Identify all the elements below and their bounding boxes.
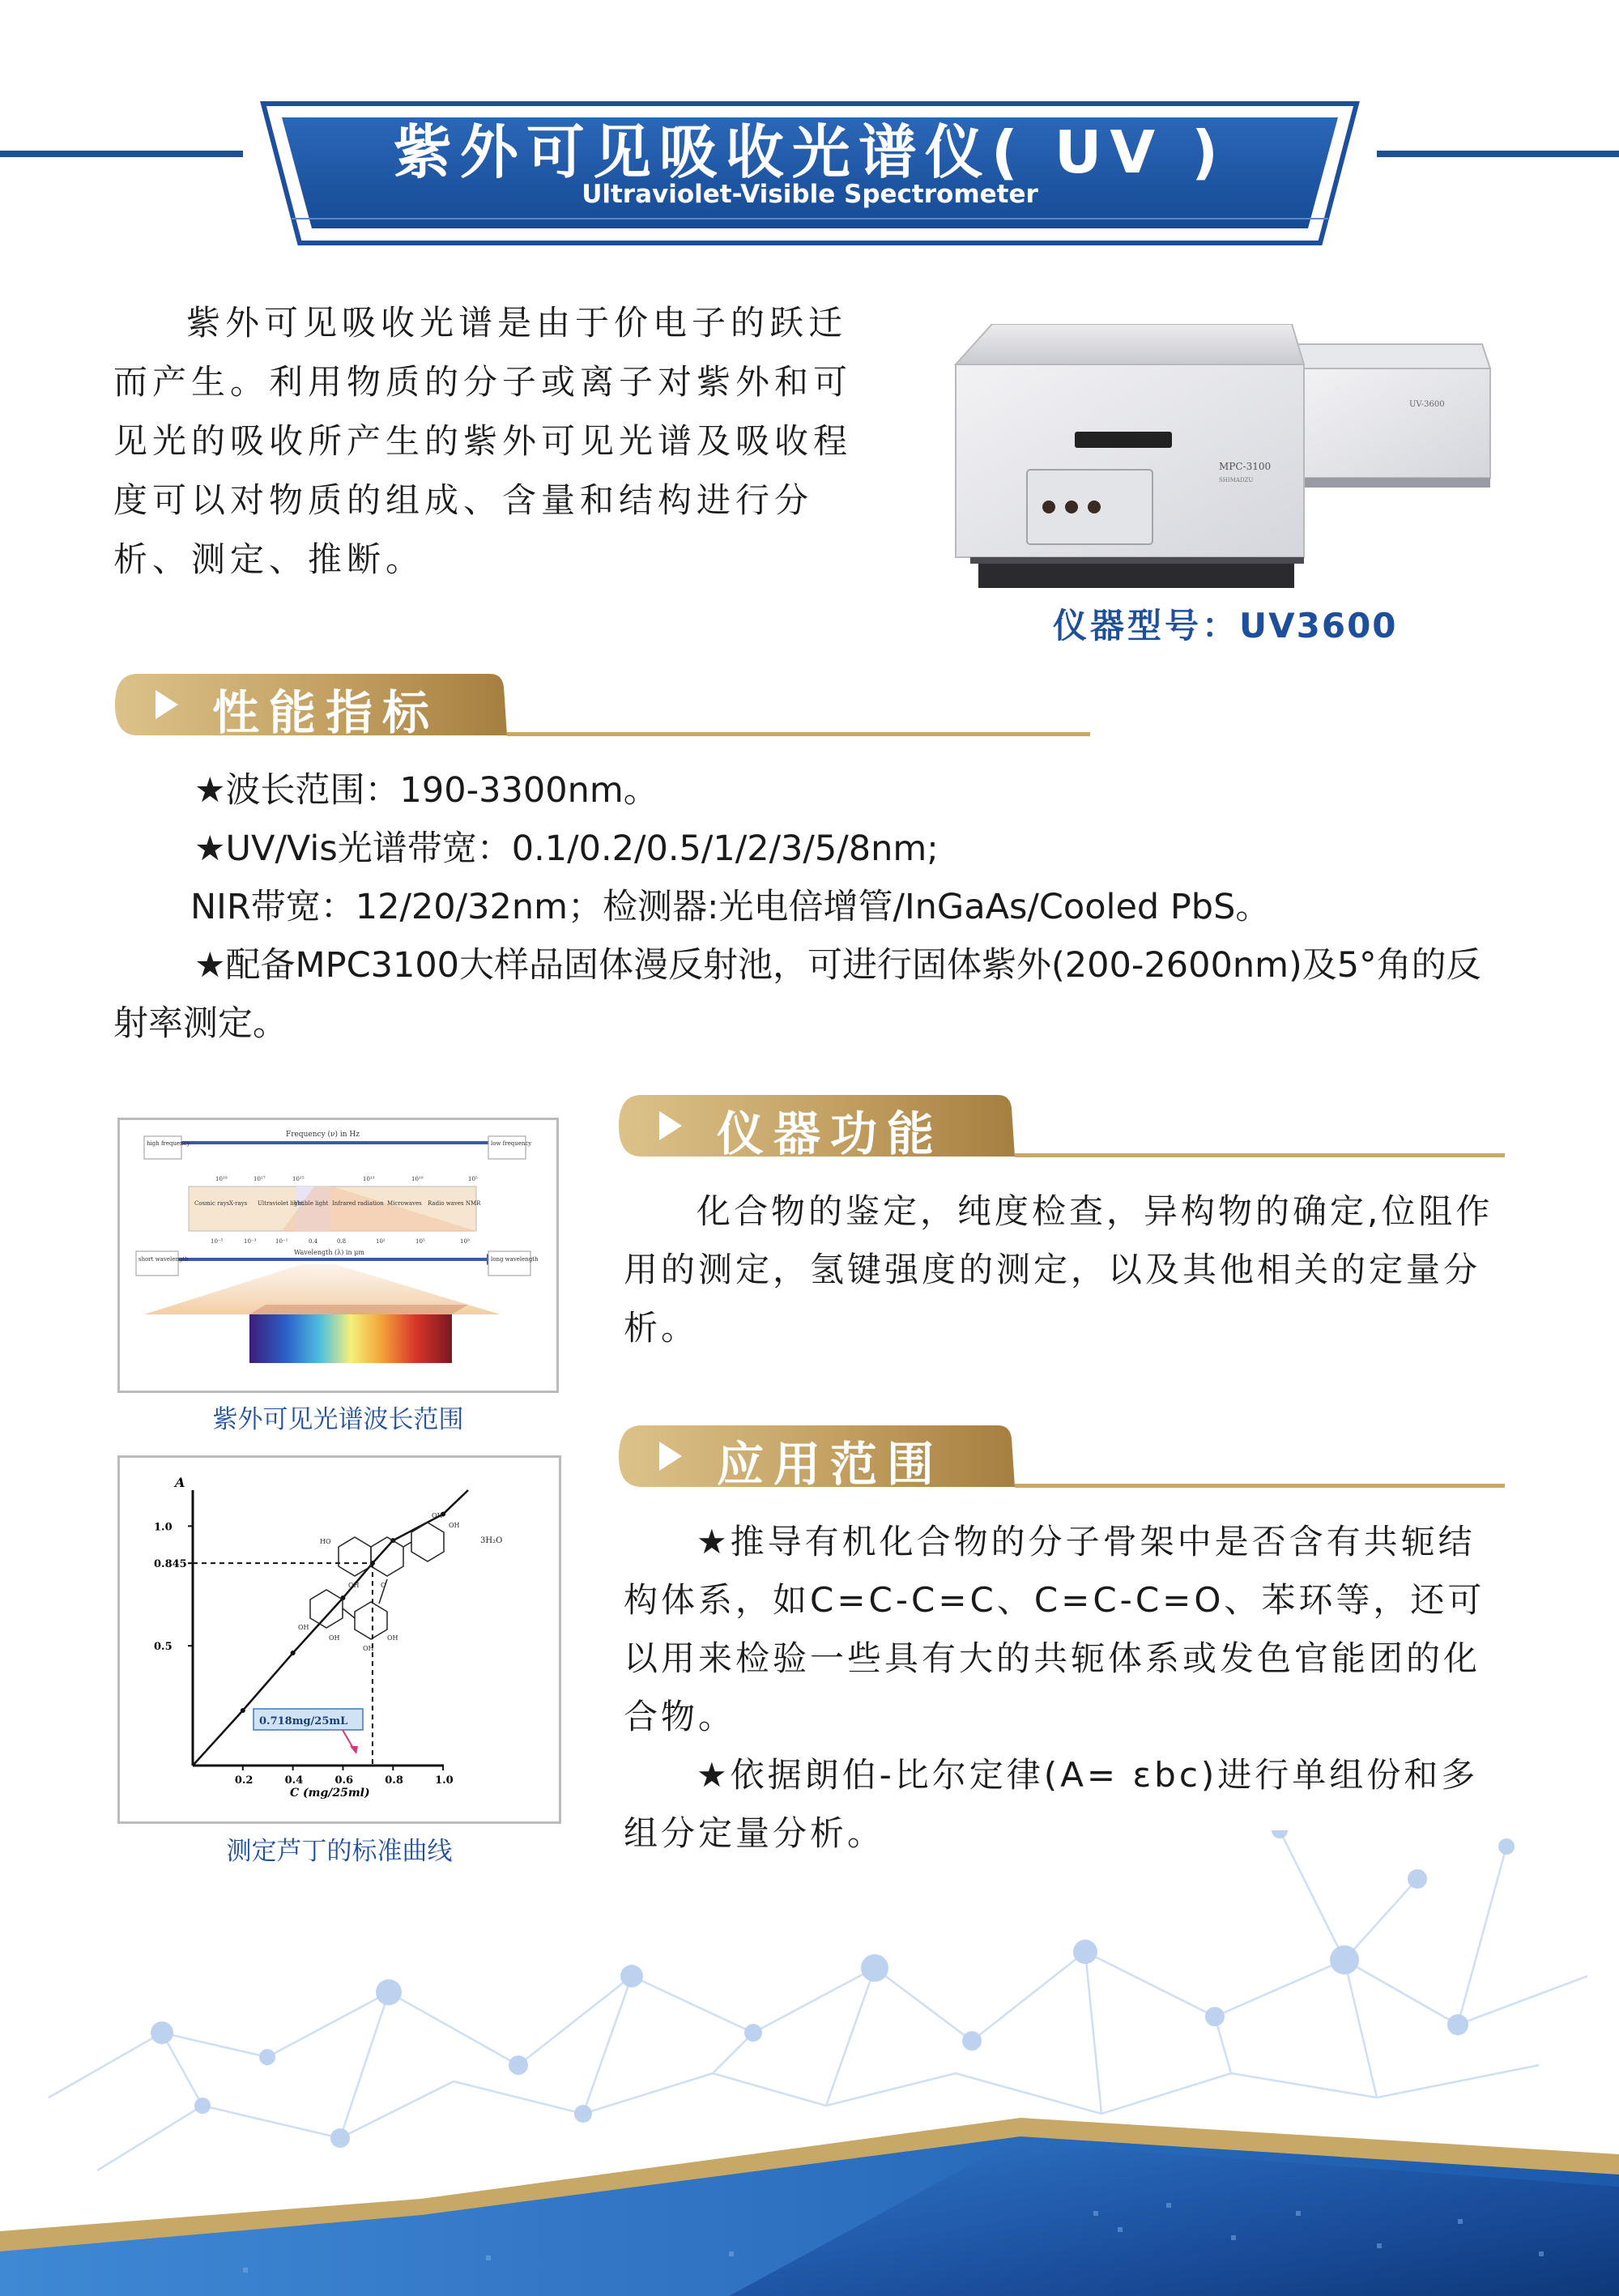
- long-wave-label: long wavelength: [491, 1256, 539, 1263]
- applications-title: 应用范围: [717, 1437, 944, 1492]
- performance-specs: [113, 761, 1506, 1053]
- high-freq-label: high frequency: [147, 1140, 190, 1147]
- freq-tick: 10⁵: [468, 1176, 478, 1182]
- band-label: Microwaves: [387, 1200, 422, 1207]
- performance-title: 性能指标: [212, 685, 440, 740]
- axis-ticks: [154, 1521, 454, 1787]
- spectrum-figure: [117, 1118, 559, 1393]
- spec-mpc: ★配备MPC3100大样品固体漫反射池，可进行固体紫外(200-2600nm)及5°角的反射率测定。: [113, 945, 1481, 1044]
- freq-tick: 10¹³: [363, 1176, 375, 1182]
- data-point: [291, 1651, 296, 1655]
- freq-tick: 10¹⁰: [411, 1176, 424, 1182]
- calibration-chart: [120, 1458, 559, 1821]
- functions-title: 仪器功能: [717, 1106, 944, 1161]
- band-label: Ultraviolet light: [258, 1200, 304, 1207]
- spectrum-diagram: [120, 1120, 556, 1391]
- intro-paragraph: [113, 293, 875, 589]
- x-tick-label: 0.4: [284, 1774, 304, 1787]
- wave-tick: 10⁻⁵: [211, 1238, 224, 1245]
- x-tick-label: 0.2: [234, 1774, 254, 1787]
- band-label: X-rays: [229, 1200, 248, 1207]
- x-tick-label: 1.0: [435, 1774, 454, 1787]
- svg-text:OH: OH: [449, 1522, 460, 1529]
- sample-slot: [1075, 432, 1172, 448]
- svg-text:OH: OH: [329, 1634, 340, 1642]
- svg-text:OH: OH: [432, 1512, 443, 1519]
- instrument-model: [1053, 599, 1398, 648]
- svg-text:OH: OH: [348, 1582, 360, 1589]
- y-tick-label: 1.0: [154, 1521, 173, 1534]
- applications-paragraph: [624, 1513, 1506, 1863]
- functions-paragraph: [624, 1182, 1506, 1357]
- band-label: Visible light: [294, 1200, 329, 1207]
- wave-tick: 10²: [376, 1238, 386, 1245]
- svg-text:OH: OH: [387, 1634, 398, 1642]
- intro-text: 紫外可见吸收光谱是由于价电子的跃迁而产生。利用物质的分子或离子对紫外和可见光的吸收所产生的紫外可见光谱及吸收程度可以对物质的组成、含量和结构进行分析、测定、推断。: [113, 303, 853, 579]
- wave-tick: 0.8: [337, 1238, 347, 1245]
- instrument-top-label: UV-3600: [1409, 400, 1445, 409]
- wave-tick: 10⁻³: [244, 1238, 257, 1245]
- x-axis-label: C (mg/25ml): [290, 1787, 370, 1800]
- application-item-1: ★推导有机化合物的分子骨架中是否含有共轭结构体系，如C=C-C=C、C=C-C=O、苯环等，还可以用来检验一些具有大的共轭体系或发色官能团的化合物。: [624, 1522, 1485, 1736]
- instrument-photo: [948, 324, 1515, 591]
- freq-tick: 10¹⁹: [215, 1176, 228, 1182]
- page-title: 紫外可见吸收光谱仪( UV ): [393, 118, 1227, 186]
- wave-tick: 10⁵: [415, 1238, 425, 1245]
- data-point: [241, 1708, 245, 1713]
- brand-label: SHIMADZU: [1219, 477, 1254, 483]
- spec-wavelength: ★波长范围：190-3300nm。: [194, 770, 658, 811]
- water-label: 3H₂O: [480, 1536, 503, 1545]
- freq-tick: 10¹⁷: [254, 1176, 266, 1182]
- calibration-figure: [117, 1455, 561, 1824]
- low-freq-label: low frequency: [491, 1140, 532, 1147]
- spectrum-caption: 紫外可见光谱波长范围: [212, 1405, 464, 1434]
- band-labels: [194, 1200, 481, 1207]
- page-subtitle: Ultraviolet-Visible Spectrometer: [582, 180, 1038, 209]
- freq-label: Frequency (ν) in Hz: [286, 1131, 360, 1139]
- x-tick-label: 0.6: [334, 1774, 354, 1787]
- y-tick-label: 0.845: [154, 1558, 187, 1571]
- wave-tick: 10⁻¹: [275, 1238, 288, 1245]
- application-item-2: ★依据朗伯-比尔定律(A= εbc)进行单组份和多组分定量分析。: [624, 1755, 1479, 1853]
- functions-text: 化合物的鉴定，纯度检查，异构物的确定,位阻作用的测定，氢键强度的测定，以及其他相关的定量分析。: [624, 1191, 1493, 1348]
- calibration-caption: 测定芦丁的标准曲线: [226, 1837, 453, 1866]
- svg-text:O: O: [381, 1582, 386, 1589]
- band-label: Radio waves NMR: [428, 1200, 481, 1207]
- band-label: Cosmic rays: [194, 1200, 230, 1207]
- model-value: UV3600: [1239, 606, 1398, 645]
- x-tick-label: 0.8: [385, 1774, 403, 1787]
- model-label: 仪器型号：: [1053, 606, 1240, 645]
- svg-text:HO: HO: [320, 1538, 331, 1545]
- wave-tick: 0.4: [309, 1238, 318, 1245]
- network-background: [0, 1830, 1619, 2296]
- band-label: Infrared radiation: [332, 1200, 384, 1207]
- annotation-label: 0.718mg/25mL: [259, 1715, 348, 1727]
- short-wave-label: short wavelength: [138, 1256, 189, 1263]
- spec-nir: NIR带宽：12/20/32nm；检测器:光电倍增管/InGaAs/Cooled PbS。: [190, 887, 1271, 927]
- svg-text:OH: OH: [363, 1645, 374, 1652]
- y-tick-label: 0.5: [154, 1641, 173, 1654]
- front-label: MPC-3100: [1219, 461, 1272, 472]
- y-axis-label: A: [175, 1475, 185, 1490]
- wave-label: Wavelength (λ) in μm: [294, 1249, 364, 1256]
- spec-bandwidth: ★UV/Vis光谱带宽：0.1/0.2/0.5/1/2/3/5/8nm;: [194, 829, 939, 869]
- freq-tick: 10¹⁵: [292, 1176, 305, 1182]
- wave-tick: 10⁹: [460, 1238, 470, 1245]
- rutin-labels: [298, 1512, 460, 1652]
- svg-text:OH: OH: [298, 1624, 309, 1631]
